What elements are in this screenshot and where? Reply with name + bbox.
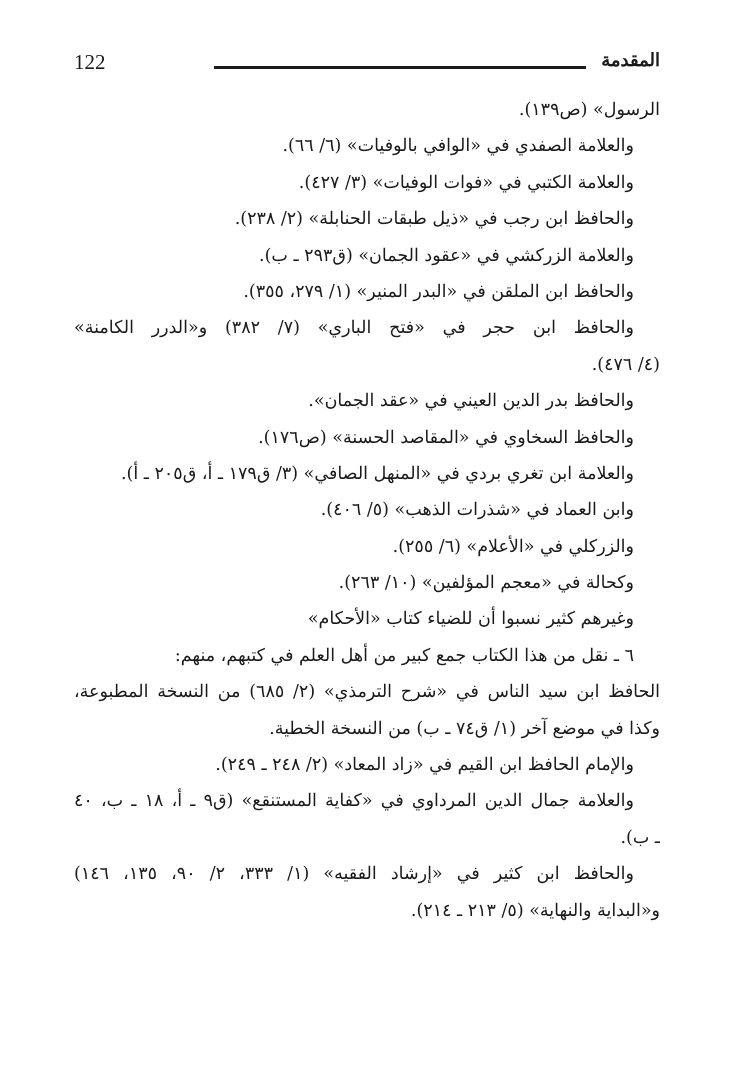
text-line: والزركلي في «الأعلام» (٦/ ٢٥٥). [392,536,634,557]
text-line: وغيرهم كثير نسبوا أن للضياء كتاب «الأحكام» [307,609,634,630]
text-line: والعلامة الصفدي في «الوافي بالوفيات» (٦/ ٦٦). [282,136,634,157]
text-line: ـ ب). [620,827,660,848]
page-header [74,48,660,82]
text-line: الرسول» (ص١٣٩). [518,100,660,120]
text-line: والحافظ ابن الملقن في «البدر المنير» (١/ ٢٧٩، ٣٥٥). [243,281,634,302]
text-line: الحافظ ابن سيد الناس في «شرح الترمذي» (٢/ ٦٨٥) من النسخة المطبوعة، [74,682,660,703]
page-number: 122 [74,50,106,74]
text-line: والحافظ ابن رجب في «ذيل طبقات الحنابلة» (٢/ ٢٣٨). [234,209,634,230]
text-line: وكحالة في «معجم المؤلفين» (١٠/ ٢٦٣). [338,573,634,594]
text-line: والعلامة الكتبي في «فوات الوفيات» (٣/ ٤٢٧). [298,172,634,193]
text-line: والحافظ ابن كثير في «إرشاد الفقيه» (١/ ٣٣٣، ٢/ ٩٠، ١٣٥، ١٤٦) [74,864,634,885]
text-line: (٤/ ٤٧٦). [591,354,660,375]
text-line: والحافظ السخاوي في «المقاصد الحسنة» (ص١٧٦). [258,427,634,448]
text-line: والإمام الحافظ ابن القيم في «زاد المعاد» (٢/ ٢٤٨ ـ ٢٤٩). [215,755,634,776]
text-line: والحافظ بدر الدين العيني في «عقد الجمان». [308,391,634,412]
text-line: والعلامة جمال الدين المرداوي في «كفاية المستنقع» (ق٩ ـ أ، ١٨ ـ ب، ٤٠ [74,791,634,812]
header-rule [214,66,586,69]
text-line: وابن العماد في «شذرات الذهب» (٥/ ٤٠٦). [320,500,634,521]
text-line: والعلامة ابن تغري بردي في «المنهل الصافي» (٣/ ق١٧٩ ـ أ، ق٢٠٥ ـ أ). [120,463,634,484]
text-line: و«البداية والنهاية» (٥/ ٢١٣ ـ ٢١٤). [410,900,660,921]
chapter-title: المقدمة [601,50,660,71]
text-line: ٦ ـ نقل من هذا الكتاب جمع كبير من أهل العلم في كتبهم، منهم: [174,645,634,666]
text-line: وكذا في موضع آخر (١/ ق٧٤ ـ ب) من النسخة الخطية. [269,718,660,739]
text-line: والعلامة الزركشي في «عقود الجمان» (ق٢٩٣ ـ ب). [259,245,634,266]
body-text [74,92,660,929]
text-line: والحافظ ابن حجر في «فتح الباري» (٧/ ٣٨٢) و«الدرر الكامنة» [74,318,634,339]
